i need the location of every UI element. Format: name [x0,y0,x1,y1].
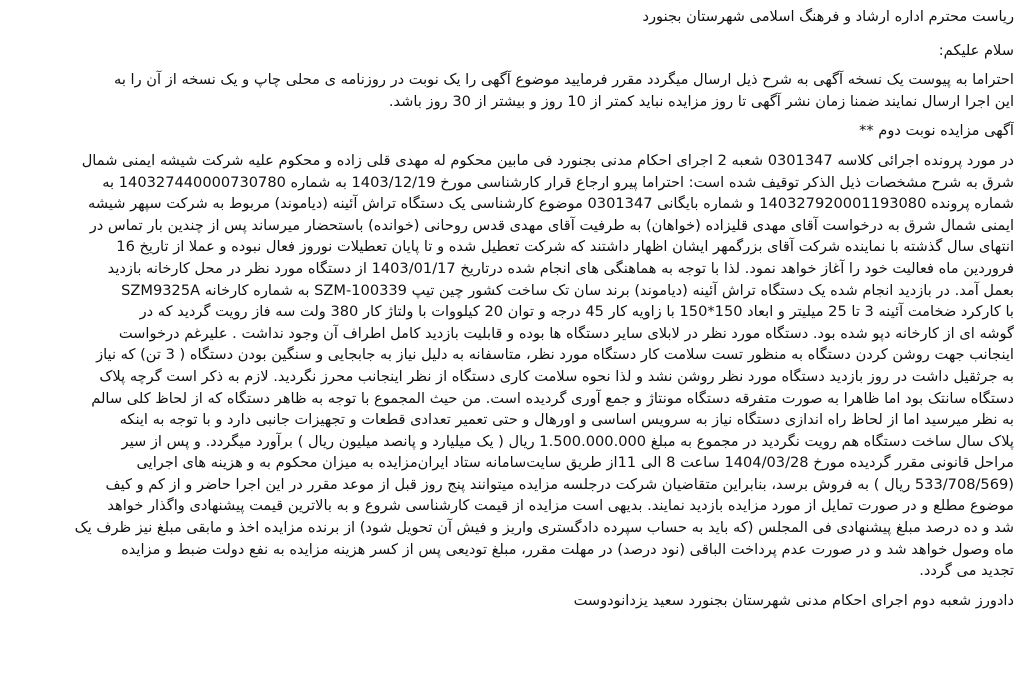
body-line: با کارکرد ضخامت آئینه 3 تا 25 میلیتر و ابعاد 150*150 با زاویه کار 45 درجه و توان 20 کیلووات با ولتاژ کار 380 ولت سه فاز رویت گردید که در [139,303,1014,321]
body-line: ایمنی شمال شرق به درخواست آقای مهدی قلیزاده (خواهان) به طرفیت آقای مهدی قدس روحانی (خوانده) باستحضار میرساند پس از چندین بار تماس در [89,216,1014,234]
body-line: (533/708/569 ریال ) به فروش برسد، بنابراین متقاضیان شرکت درجلسه مزایده میتوانند پنج روز قبل از موعد مقرر در این اجرا حاضر و از کم و کیف [105,475,1014,493]
body-line: شماره پرونده 140327920001193080 و شماره بایگانی 0301347 موضوع کارشناسی یک دستگاه تراش آئینه (دیاموند) مربوط به شرکت سپهر شیشه [88,195,1014,213]
body-line: پلاک سال ساخت دستگاه هم رویت نگردید در مجموع به مبلغ 1.500.000.000 ریال ( یک میلیارد و پانصد میلیون ریال ) برآورد میگردد. و پس از سیر [121,432,1014,450]
body-line: تجدید می گردد. [919,562,1014,580]
body-line: شد و ده درصد مبلغ پیشنهادی فی المجلس (که باید به حساب سپرده دادگستری واریز و فیش آن تحویل شود) از برنده مزایده اخذ و مابقی مبلغ نیز ظرف یک [74,519,1014,537]
notice-body [10,150,1014,582]
greeting: سلام علیکم: [938,41,1014,59]
body-line: شرق به شرح مشخصات ذیل الذکر توقیف شده است: احتراما پیرو ارجاع قرار کارشناسی مورخ 1403/12/19 به شماره 140327440000730780 به [102,173,1014,191]
body-line: اینجانب جهت روشن کردن دستگاه به منظور تست سلامت کار دستگاه مورد نظر، متاسفانه به دلیل نیاز به جابجایی و سنگین بودن دستگاه ( 3 تن) که نیاز [96,346,1014,364]
letter-heading: ریاست محترم اداره ارشاد و فرهنگ اسلامی شهرستان بجنورد [642,8,1014,25]
body-line: بعمل آمد. در بازدید انجام شده یک دستگاه تراش آئینه (دیاموند) برند سان تک ساخت کشور چین تیپ SZM-100339 به شماره کارخانه SZM9325A [121,281,1014,299]
body-line: موضوع مطلع و در صورت تمایل از مورد مزایده بازدید نمایند. بدیهی است مزایده از قیمت کارشناسی شروع و به بالاترین قیمت پیشنهادی واگذار خواهد [107,497,1014,515]
body-line: به نظر میرسید اما از لحاظ راه اندازی دستگاه نیاز به سرویس اساسی و اورهال و حتی تعمیر تعدادی قطعات و تجهیزات جانبی دارد و با توجه به اینکه [119,411,1014,429]
body-line: در مورد پرونده اجرائی کلاسه 0301347 شعبه 2 اجرای احکام مدنی بجنورد فی مابین محکوم له مهدی قلی زاده و محکوم علیه شرکت شیشه ایمنی شمال [81,151,1014,169]
notice-title: آگهی مزایده نوبت دوم ** [859,122,1014,140]
body-line: دستگاه سانتک بود اما ظاهرا به صورت متفرقه دستگاه مونتاژ و جمع آوری گردیده است. من حیث المجموع با توجه به ظاهر دستگاه که از لحاظ کلی سالم [91,389,1014,407]
body-line: گوشه ای از کارخانه دپو شده بود. دستگاه مورد نظر در لابلای سایر دستگاه ها بوده و قابلیت بازدید کامل اطراف آن وجود نداشت . علیرغم درخواست [118,324,1014,342]
body-line: انتهای سال گذشته با نماینده شرکت آقای بزرگمهر ایشان اظهار داشتند که شرکت تعطیل شده و تا پایان تعطیلات نوروز فعال نبوده و عملا از تاریخ 16 [116,238,1014,256]
signature-line: دادورز شعبه دوم اجرای احکام مدنی شهرستان بجنورد سعید یزدانودوست [573,591,1014,609]
intro-line-1: احتراما به پیوست یک نسخه آگهی به شرح ذیل ارسال میگردد مقرر فرمایید موضوع آگهی را یک نوبت در روزنامه ی محلی چاپ و یک نسخه از آن را به [114,71,1014,89]
intro-line-2: این اجرا ارسال نمایند ضمنا زمان نشر آگهی تا روز مزایده نباید کمتر از 10 روز و بیشتر از 30 روز باشد. [388,92,1014,110]
body-line: مراحل قانونی مقرر گردیده مورخ 1404/03/28 ساعت 8 الی 11از طریق سایت‌سامانه‌ ستاد ایران‌مزایده به میزان محکوم به و هزینه های اجرایی [136,454,1014,472]
body-line: فروردین ماه فعالیت خود را آغاز خواهد نمود. لذا با توجه به هماهنگی های انجام شده درتاریخ 1403/01/17 از دستگاه مورد نظر در محل کارخانه بازدید [107,259,1014,277]
body-line: ماه وصول خواهد شد و در صورت عدم پرداخت الباقی (نود درصد) در مهلت مقرر، مبلغ تودیعی پس از کسر هزینه مزایده به نفع دولت ضبط و مزایده [121,540,1014,558]
body-line: به جرثقیل داشت در روز بازدید دستگاه مورد نظر روشن نشد و لذا نحوه سلامت کاری دستگاه از نظر اینجانب محرز نگردید. لازم به ذکر است گرچه پلاک [99,367,1014,385]
